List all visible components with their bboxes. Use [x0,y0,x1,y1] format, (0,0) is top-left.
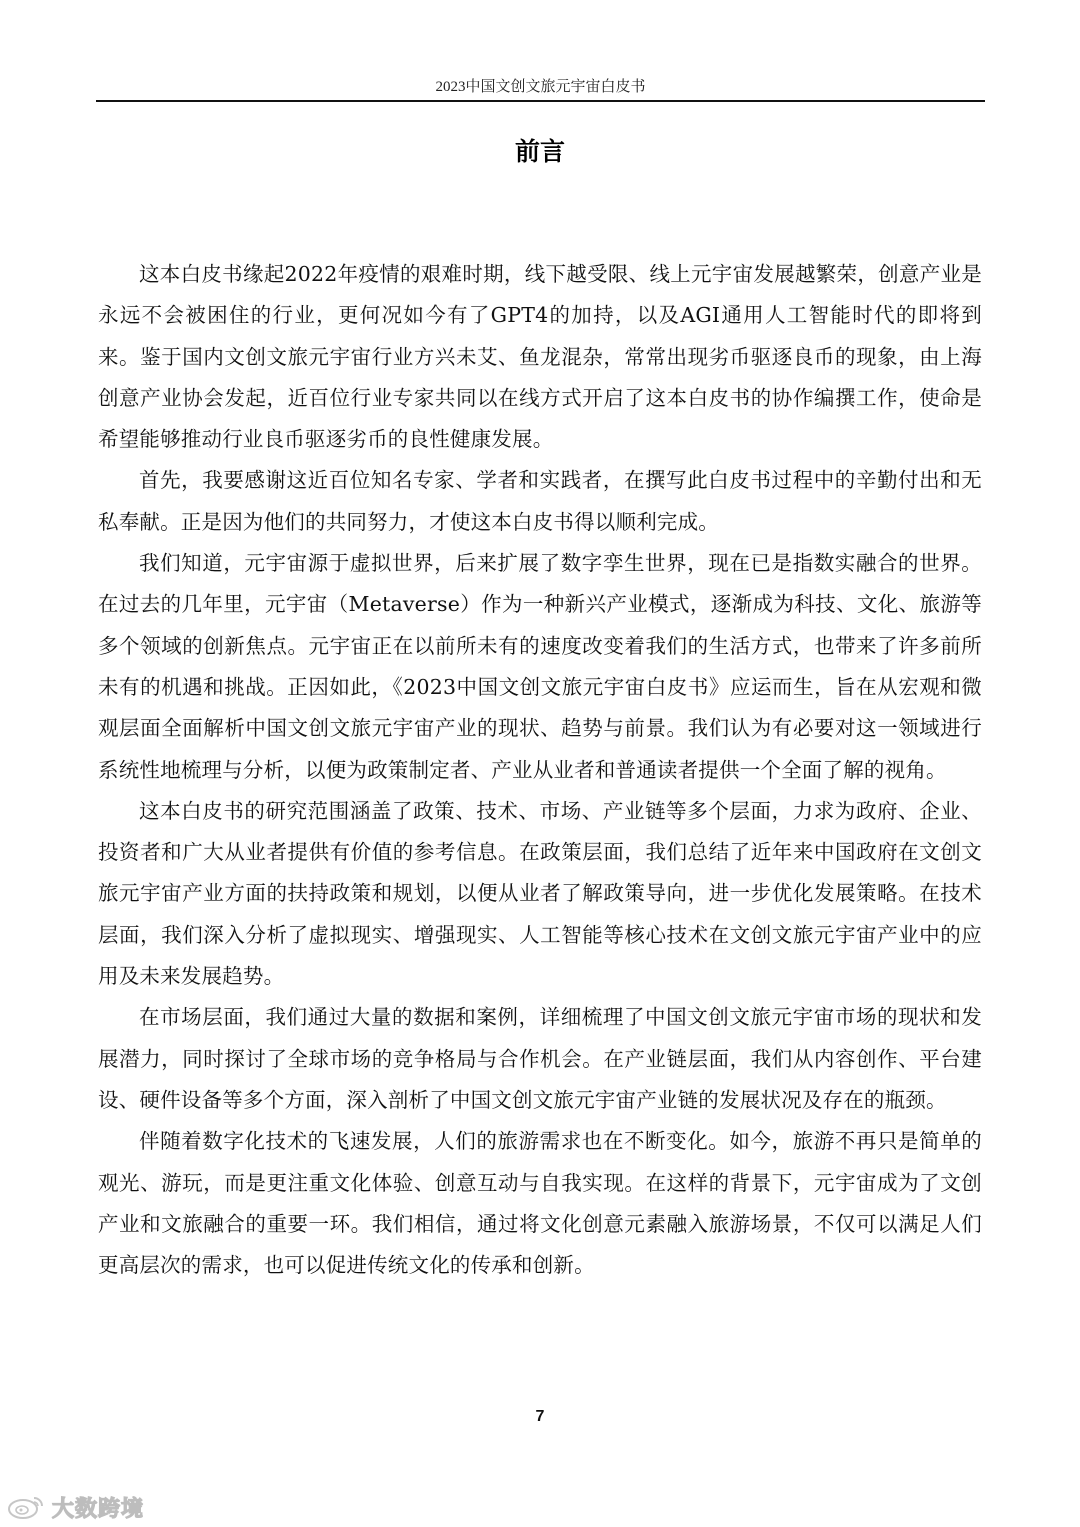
page-number: 7 [535,1408,545,1425]
paragraph: 伴随着数字化技术的飞速发展，人们的旅游需求也在不断变化。如今，旅游不再只是简单的观光、游玩，而是更注重文化体验、创意互动与自我实现。在这样的背景下，元宇宙成为了文创产业和文旅融合的重要一环。我们相信，通过将文化创意元素融入旅游场景，不仅可以满足人们更高层次的需求，也可以促进传统文化的传承和创新。 [98,1129,982,1278]
body-text [98,254,982,1286]
paragraph: 我们知道，元宇宙源于虚拟世界，后来扩展了数字孪生世界，现在已是指数实融合的世界。在过去的几年里，元宇宙（Metaverse）作为一种新兴产业模式，逐渐成为科技、文化、旅游等多个领域的创新焦点。元宇宙正在以前所未有的速度改变着我们的生活方式，也带来了许多前所未有的机遇和挑战。正因如此，《2023中国文创文旅元宇宙白皮书》应运而生，旨在从宏观和微观层面全面解析中国文创文旅元宇宙产业的现状、趋势与前景。我们认为有必要对这一领域进行系统性地梳理与分析，以便为政策制定者、产业从业者和普通读者提供一个全面了解的视角。 [98,551,982,782]
header-divider [96,100,985,102]
paragraph: 这本白皮书缘起2022年疫情的艰难时期，线下越受限、线上元宇宙发展越繁荣，创意产业是永远不会被困住的行业，更何况如今有了GPT4的加持，以及AGI通用人工智能时代的即将到来。鉴于国内文创文旅元宇宙行业方兴未艾、鱼龙混杂，常常出现劣币驱逐良币的现象，由上海创意产业协会发起，近百位行业专家共同以在线方式开启了这本白皮书的协作编撰工作，使命是希望能够推动行业良币驱逐劣币的良性健康发展。 [98,262,982,452]
page-title: 前言 [514,137,565,166]
weibo-logo-icon [6,1494,46,1520]
paragraph: 在市场层面，我们通过大量的数据和案例，详细梳理了中国文创文旅元宇宙市场的现状和发展潜力，同时探讨了全球市场的竞争格局与合作机会。在产业链层面，我们从内容创作、平台建设、硬件设备等多个方面，深入剖析了中国文创文旅元宇宙产业链的发展状况及存在的瓶颈。 [98,1005,982,1112]
watermark [6,1492,144,1522]
running-header: 2023中国文创文旅元宇宙白皮书 [435,79,646,95]
watermark-text: 大数跨境 [52,1496,145,1522]
paragraph: 这本白皮书的研究范围涵盖了政策、技术、市场、产业链等多个层面，力求为政府、企业、投资者和广大从业者提供有价值的参考信息。在政策层面，我们总结了近年来中国政府在文创文旅元宇宙产业方面的扶持政策和规划，以便从业者了解政策导向，进一步优化发展策略。在技术层面，我们深入分析了虚拟现实、增强现实、人工智能等核心技术在文创文旅元宇宙产业中的应用及未来发展趋势。 [98,798,982,989]
paragraph: 首先，我要感谢这近百位知名专家、学者和实践者，在撰写此白皮书过程中的辛勤付出和无私奉献。正是因为他们的共同努力，才使这本白皮书得以顺利完成。 [98,468,982,534]
